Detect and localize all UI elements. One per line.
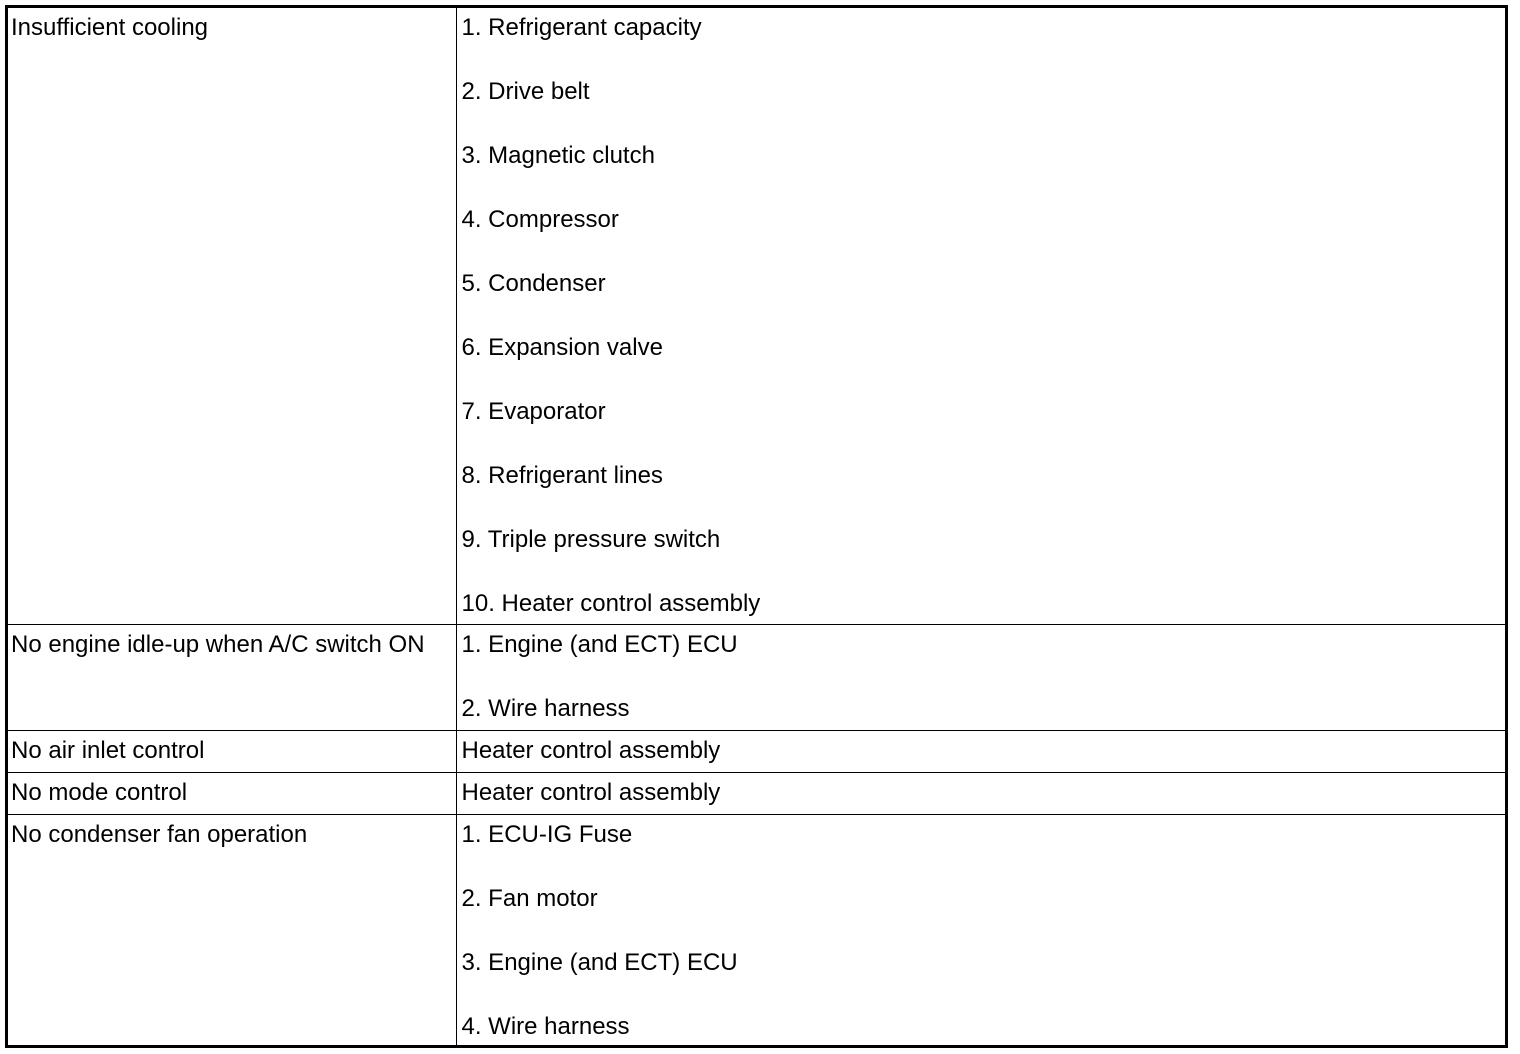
- suspect-area-cell: [456, 8, 1505, 624]
- symptom-table: [8, 8, 1505, 1045]
- table-frame: [5, 5, 1508, 1048]
- symptom-cell: [8, 624, 456, 730]
- symptom-text: No condenser fan operation: [11, 820, 308, 848]
- table-row: [8, 730, 1505, 772]
- symptom-cell: [8, 772, 456, 814]
- symptom-cell: [8, 814, 456, 1045]
- suspect-area-list: [457, 625, 1506, 721]
- suspect-area-text: Heater control assembly: [461, 736, 721, 764]
- suspect-area-cell: [456, 814, 1505, 1045]
- list-item: 9. Triple pressure switch: [461, 526, 721, 553]
- suspect-area-list: [457, 815, 1506, 1039]
- list-item: 1. ECU-IG Fuse: [461, 820, 633, 848]
- list-item: 5. Condenser: [461, 270, 606, 297]
- symptom-text: No engine idle-up when A/C switch ON: [11, 630, 425, 658]
- list-item: 6. Expansion valve: [461, 334, 663, 361]
- list-item: 8. Refrigerant lines: [461, 462, 663, 489]
- list-item: 3. Magnetic clutch: [461, 142, 655, 169]
- symptom-text: Insufficient cooling: [11, 14, 209, 41]
- list-item: 7. Evaporator: [461, 398, 606, 425]
- symptom-cell: [8, 730, 456, 772]
- suspect-area-cell: [456, 730, 1505, 772]
- list-item: 3. Engine (and ECT) ECU: [461, 948, 738, 976]
- list-item: 1. Engine (and ECT) ECU: [461, 630, 738, 658]
- list-item: 2. Wire harness: [461, 694, 630, 722]
- table-row: [8, 814, 1505, 1045]
- table-row: [8, 8, 1505, 624]
- list-item: 4. Compressor: [461, 206, 619, 233]
- list-item: 10. Heater control assembly: [461, 590, 761, 617]
- suspect-area-cell: [456, 624, 1505, 730]
- suspect-area-list: [457, 8, 1506, 616]
- list-item: 4. Wire harness: [461, 1012, 630, 1040]
- symptom-text: No mode control: [11, 778, 188, 806]
- list-item: 2. Fan motor: [461, 884, 598, 912]
- symptom-text: No air inlet control: [11, 736, 205, 764]
- list-item: 1. Refrigerant capacity: [461, 14, 702, 41]
- table-row: [8, 624, 1505, 730]
- symptom-cell: [8, 8, 456, 624]
- list-item: 2. Drive belt: [461, 78, 590, 105]
- suspect-area-cell: [456, 772, 1505, 814]
- table-row: [8, 772, 1505, 814]
- suspect-area-text: Heater control assembly: [461, 778, 721, 806]
